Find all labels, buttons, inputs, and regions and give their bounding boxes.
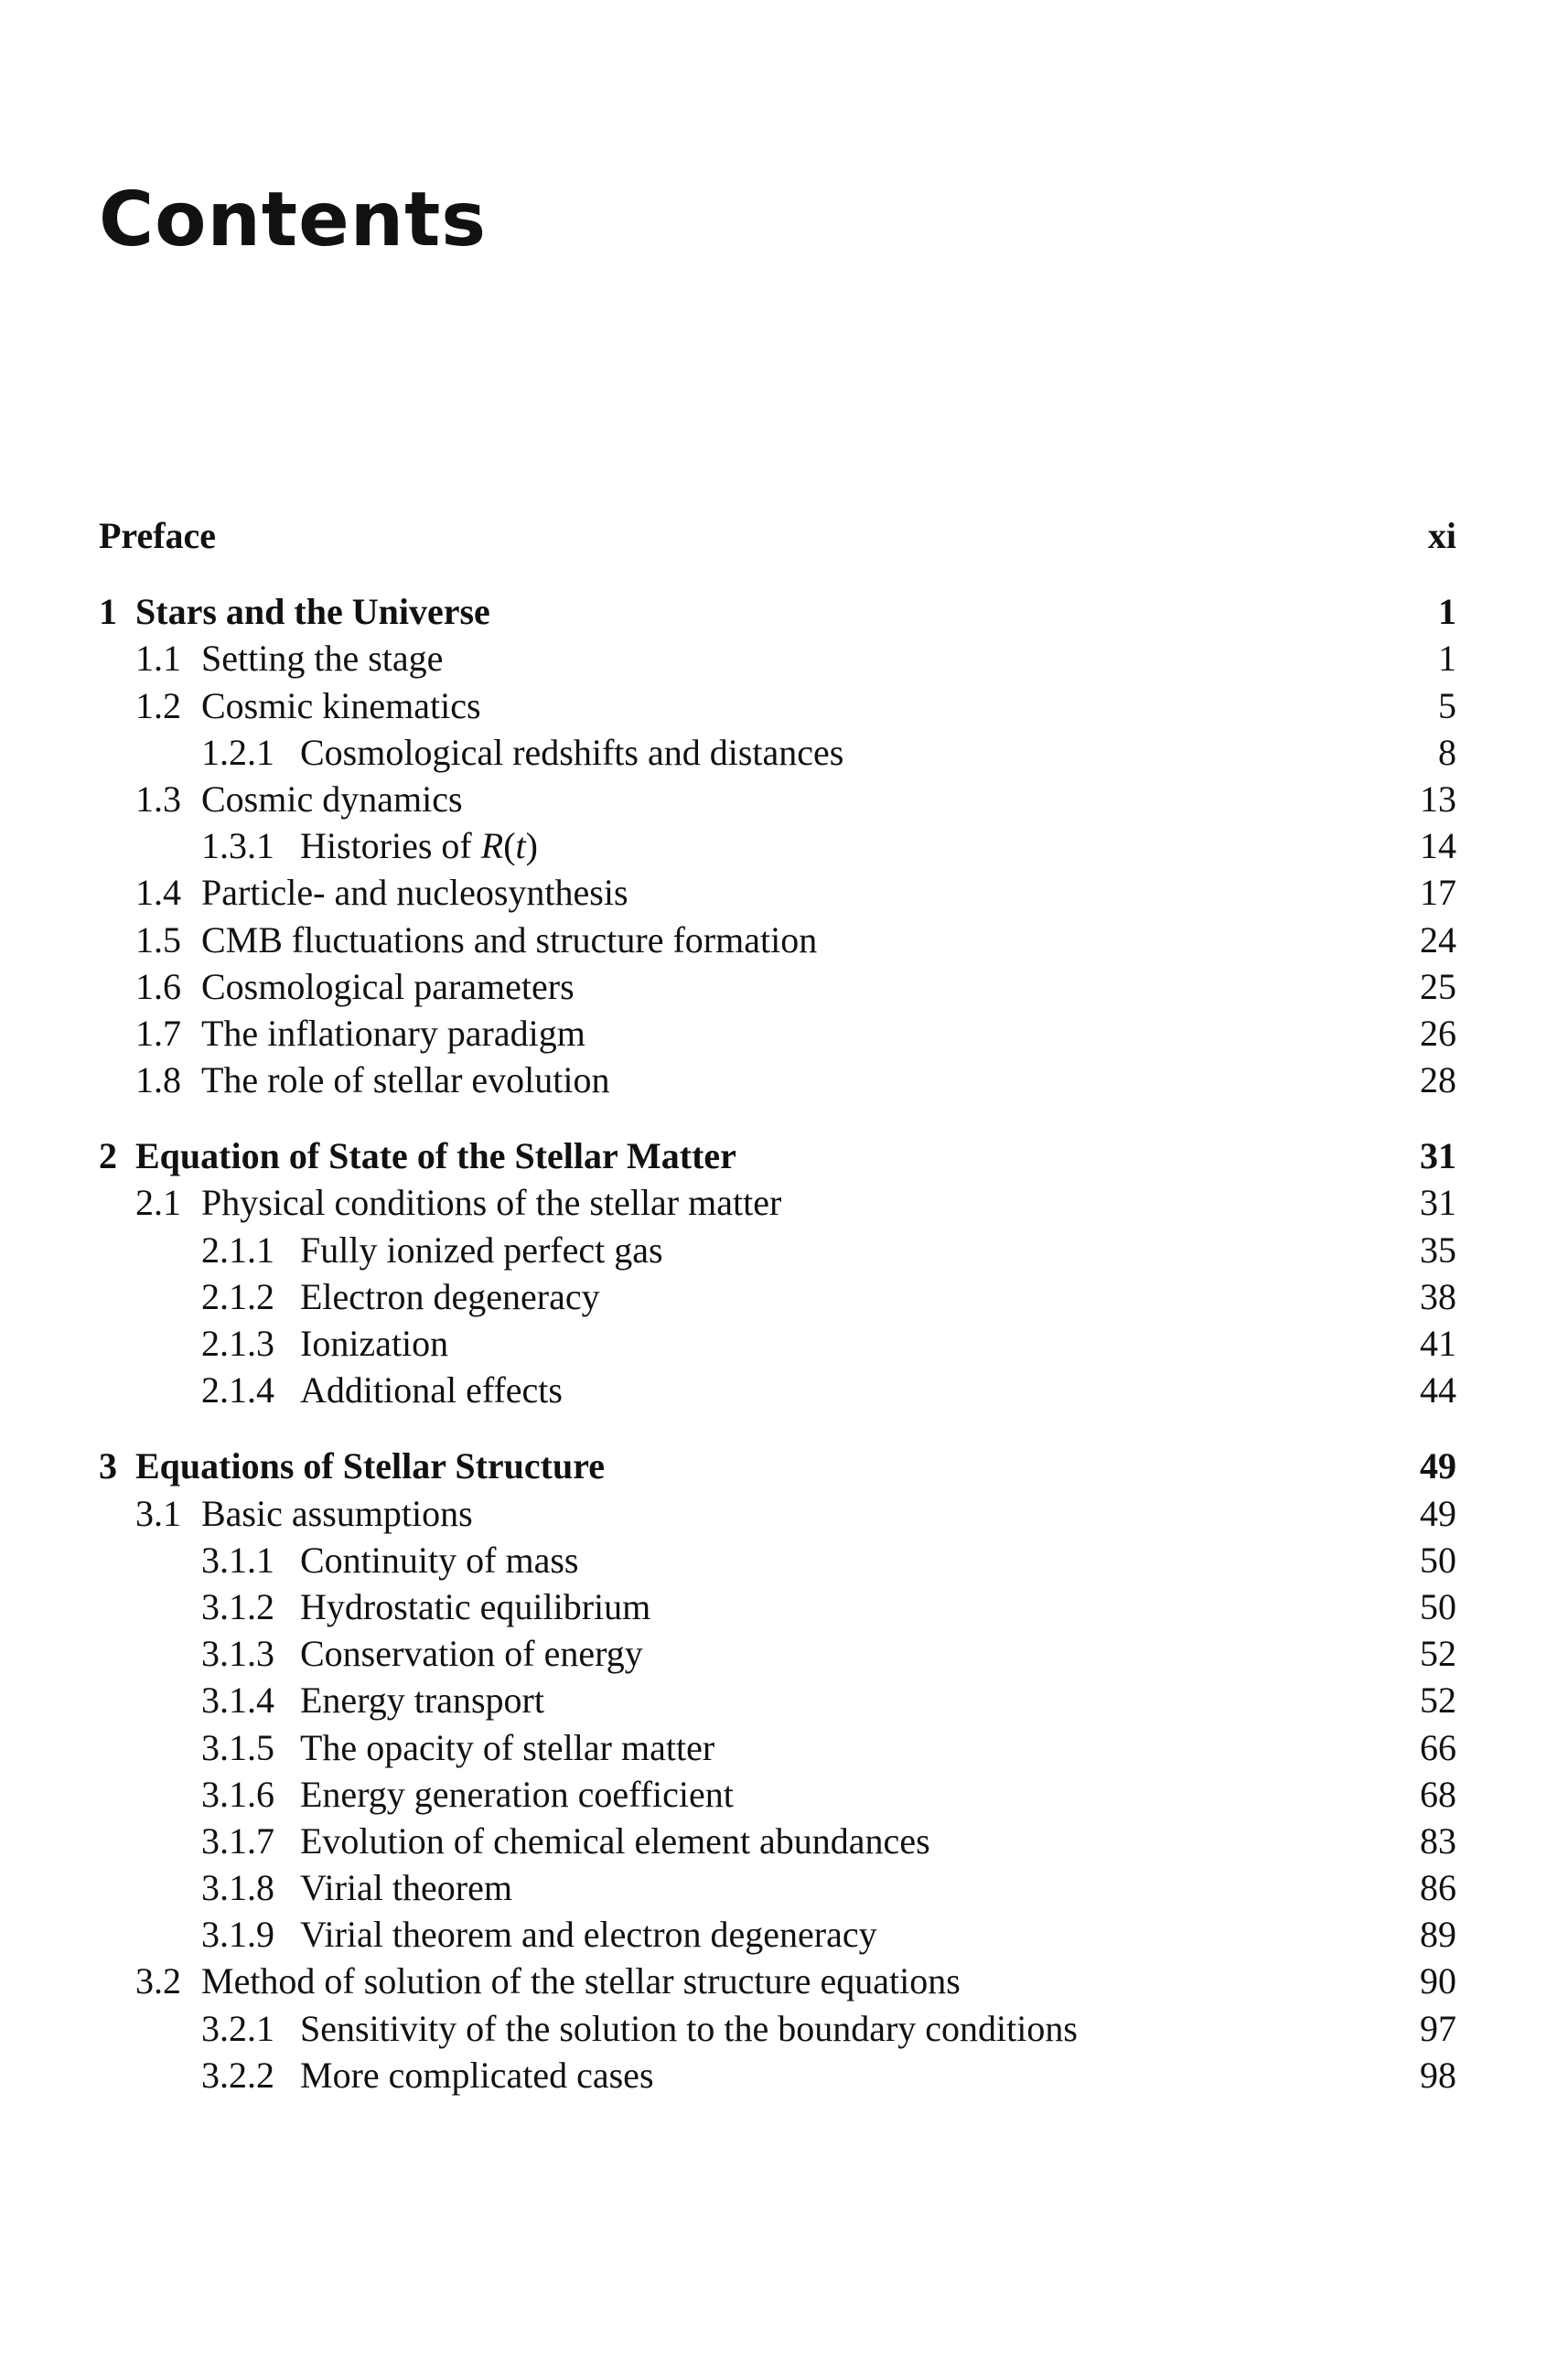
toc-subsection-row[interactable]	[99, 1537, 1456, 1583]
section-page: 90	[1420, 1960, 1456, 2002]
toc-subsection-row[interactable]	[99, 1583, 1456, 1630]
subsection-number: 3.1.5	[201, 1726, 274, 1768]
toc-subsection-row[interactable]	[99, 1864, 1456, 1911]
section-number: 1.7	[135, 1012, 181, 1054]
toc-subsection-row[interactable]	[99, 1227, 1456, 1273]
page-title: Contents	[99, 177, 488, 263]
subsection-number: 3.1.8	[201, 1867, 274, 1909]
toc-chapter-row[interactable]	[99, 588, 1456, 635]
subsection-number: 3.1.2	[201, 1585, 274, 1627]
toc-section-row[interactable]	[99, 635, 1456, 681]
subsection-title: The opacity of stellar matter	[300, 1726, 715, 1768]
subsection-page: 44	[1420, 1369, 1456, 1411]
section-page: 24	[1420, 918, 1456, 960]
subsection-page: 83	[1420, 1819, 1456, 1862]
toc-section-row[interactable]	[99, 917, 1456, 963]
section-page: 1	[1438, 638, 1456, 680]
toc-subsection-row[interactable]	[99, 1630, 1456, 1677]
subsection-number: 1.3.1	[201, 825, 274, 867]
subsection-number: 3.1.4	[201, 1680, 274, 1722]
chapter-title: Equations of Stellar Structure	[135, 1445, 605, 1487]
toc-preface-title: Preface	[99, 515, 217, 556]
toc-subsection-row[interactable]	[99, 1724, 1456, 1771]
toc-subsection-row[interactable]	[99, 729, 1456, 776]
section-title: Particle- and nucleosynthesis	[201, 872, 628, 914]
subsection-title: Additional effects	[300, 1369, 563, 1411]
subsection-title: Energy transport	[300, 1680, 544, 1722]
section-number: 1.3	[135, 778, 181, 820]
section-title: Basic assumptions	[201, 1492, 473, 1534]
subsection-title: Continuity of mass	[300, 1539, 579, 1581]
toc-section-row[interactable]	[99, 1958, 1456, 2004]
section-title: Cosmic dynamics	[201, 778, 463, 820]
toc-subsection-row[interactable]	[99, 1677, 1456, 1723]
section-page: 17	[1420, 872, 1456, 914]
toc-subsection-row[interactable]	[99, 1911, 1456, 1958]
toc-subsection-row[interactable]	[99, 1273, 1456, 1320]
subsection-number: 3.1.1	[201, 1539, 274, 1581]
section-title: Method of solution of the stellar structure equations	[201, 1960, 961, 2002]
subsection-page: 66	[1420, 1726, 1456, 1768]
subsection-number: 2.1.3	[201, 1323, 274, 1364]
section-number: 1.8	[135, 1059, 181, 1101]
subsection-page: 52	[1420, 1633, 1456, 1675]
section-title: Cosmic kinematics	[201, 684, 481, 726]
subsection-page: 35	[1420, 1229, 1456, 1271]
chapter-page: 31	[1420, 1135, 1456, 1177]
subsection-title: Conservation of energy	[300, 1633, 643, 1675]
toc-subsection-row[interactable]	[99, 822, 1456, 869]
subsection-page: 98	[1420, 2054, 1456, 2096]
toc-subsection-row[interactable]	[99, 2005, 1456, 2052]
subsection-number: 3.2.2	[201, 2054, 274, 2096]
section-number: 3.2	[135, 1960, 181, 2002]
toc-section-row[interactable]	[99, 1010, 1456, 1057]
toc-section-row[interactable]	[99, 963, 1456, 1010]
section-page: 49	[1420, 1492, 1456, 1534]
subsection-title: Sensitivity of the solution to the boundary conditions	[300, 2007, 1078, 2049]
section-number: 1.4	[135, 872, 181, 914]
chapter-page: 1	[1438, 591, 1456, 633]
section-page: 28	[1420, 1059, 1456, 1101]
subsection-title: Evolution of chemical element abundances	[300, 1819, 930, 1862]
subsection-title: Virial theorem	[300, 1867, 512, 1909]
subsection-title: Hydrostatic equilibrium	[300, 1585, 651, 1627]
section-number: 2.1	[135, 1182, 181, 1224]
subsection-page: 68	[1420, 1773, 1456, 1815]
subsection-number: 3.1.9	[201, 1914, 274, 1956]
section-title: Cosmological parameters	[201, 965, 575, 1007]
subsection-title: Virial theorem and electron degeneracy	[300, 1914, 877, 1956]
chapter-title: Stars and the Universe	[135, 591, 490, 633]
subsection-page: 86	[1420, 1867, 1456, 1909]
toc-section-row[interactable]	[99, 1179, 1456, 1226]
section-page: 5	[1438, 684, 1456, 726]
toc-section-row[interactable]	[99, 869, 1456, 916]
section-number: 3.1	[135, 1492, 181, 1534]
subsection-title: Cosmological redshifts and distances	[300, 731, 844, 773]
chapter-number: 3	[99, 1445, 117, 1487]
subsection-page: 97	[1420, 2007, 1456, 2049]
subsection-page: 50	[1420, 1539, 1456, 1581]
toc-subsection-row[interactable]	[99, 1818, 1456, 1864]
subsection-page: 14	[1420, 825, 1456, 867]
section-page: 13	[1420, 778, 1456, 820]
subsection-page: 52	[1420, 1680, 1456, 1722]
section-page: 25	[1420, 965, 1456, 1007]
chapter-page: 49	[1420, 1445, 1456, 1487]
toc-subsection-row[interactable]	[99, 2052, 1456, 2098]
toc-preface-row[interactable]	[99, 512, 1456, 559]
subsection-number: 1.2.1	[201, 731, 274, 773]
subsection-title: Fully ionized perfect gas	[300, 1229, 663, 1271]
chapter-number: 2	[99, 1135, 117, 1177]
subsection-number: 3.1.3	[201, 1633, 274, 1675]
toc-section-row[interactable]	[99, 776, 1456, 822]
subsection-page: 41	[1420, 1323, 1456, 1364]
section-number: 1.6	[135, 965, 181, 1007]
section-number: 1.1	[135, 638, 181, 680]
toc-subsection-row[interactable]	[99, 1367, 1456, 1413]
subsection-title: Electron degeneracy	[300, 1275, 600, 1317]
subsection-page: 8	[1438, 731, 1456, 773]
toc-section-row[interactable]	[99, 1057, 1456, 1103]
chapter-title: Equation of State of the Stellar Matter	[135, 1135, 736, 1177]
toc-subsection-row[interactable]	[99, 1320, 1456, 1367]
toc-section-row[interactable]	[99, 1490, 1456, 1537]
section-title: The role of stellar evolution	[201, 1059, 610, 1101]
section-title: The inflationary paradigm	[201, 1012, 585, 1054]
toc-section-row[interactable]	[99, 682, 1456, 729]
section-title: Physical conditions of the stellar matter	[201, 1182, 782, 1224]
section-title: Setting the stage	[201, 638, 444, 680]
subsection-page: 89	[1420, 1914, 1456, 1956]
subsection-title: More complicated cases	[300, 2054, 654, 2096]
section-page: 26	[1420, 1012, 1456, 1054]
section-number: 1.2	[135, 684, 181, 726]
toc-preface-page: xi	[1427, 515, 1456, 556]
subsection-number: 2.1.2	[201, 1275, 274, 1317]
table-of-contents	[99, 512, 1456, 2098]
section-title: CMB fluctuations and structure formation	[201, 918, 818, 960]
subsection-number: 3.2.1	[201, 2007, 274, 2049]
subsection-number: 2.1.1	[201, 1229, 274, 1271]
subsection-page: 38	[1420, 1275, 1456, 1317]
subsection-number: 3.1.7	[201, 1819, 274, 1862]
subsection-title: Histories of R(t)	[300, 825, 538, 867]
chapter-number: 1	[99, 591, 117, 633]
toc-chapter-row[interactable]	[99, 1132, 1456, 1179]
subsection-number: 3.1.6	[201, 1773, 274, 1815]
subsection-number: 2.1.4	[201, 1369, 274, 1411]
subsection-title: Energy generation coefficient	[300, 1773, 734, 1815]
section-number: 1.5	[135, 918, 181, 960]
toc-chapter-row[interactable]	[99, 1443, 1456, 1489]
subsection-title: Ionization	[300, 1323, 449, 1364]
toc-subsection-row[interactable]	[99, 1771, 1456, 1818]
subsection-page: 50	[1420, 1585, 1456, 1627]
section-page: 31	[1420, 1182, 1456, 1224]
